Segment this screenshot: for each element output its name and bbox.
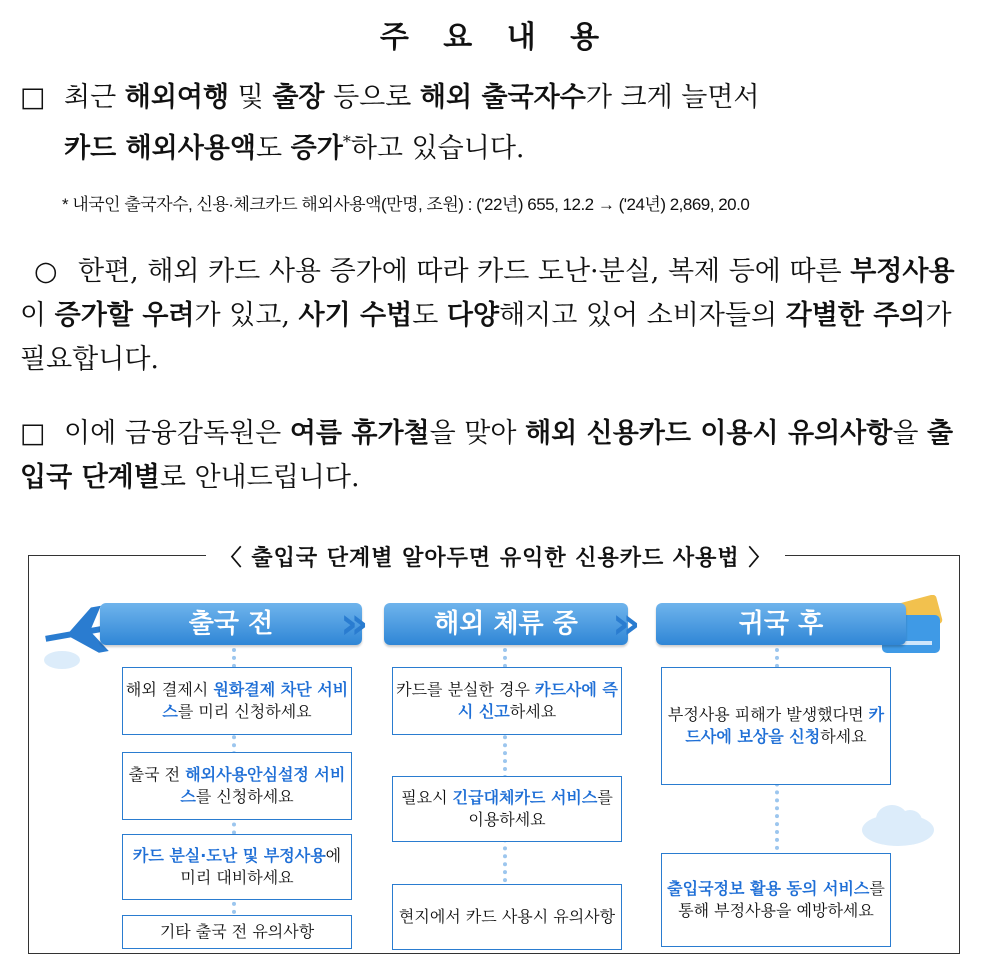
highlight: 원화결제 차단 서비스 — [162, 680, 349, 721]
emphasis: 해외여행 — [124, 82, 230, 113]
emphasis: 해외 출국자수 — [419, 82, 586, 113]
text: 에 미리 대비하세요 — [180, 846, 342, 887]
highlight: 해외사용안심설정 서비스 — [180, 765, 346, 806]
tip-box — [661, 667, 891, 785]
emphasis: 해외 신용카드 이용시 유의사항 — [525, 418, 893, 449]
page-title: 주 요 내 용 — [379, 20, 612, 55]
tip-box — [392, 667, 622, 735]
text: 도 — [255, 133, 291, 164]
tip-box — [122, 915, 352, 949]
tip-box — [122, 834, 352, 900]
highlight: 카드 분실·도난 및 부정사용 — [132, 846, 326, 865]
text: 부정사용 피해가 발생했다면 — [667, 705, 869, 724]
text: 을 맞아 — [429, 418, 526, 449]
text: 현지에서 카드 사용시 유의사항 — [398, 907, 616, 926]
text: 하고 있습니다. — [350, 133, 525, 164]
text: 등으로 — [324, 82, 420, 113]
text: 가 있고, — [194, 300, 299, 331]
text: 이에 금융감독원은 — [64, 418, 290, 449]
emphasis: 출장 — [272, 82, 325, 113]
emphasis: 증가 — [290, 133, 343, 164]
text: 해외 결제시 — [125, 680, 214, 699]
footnote: * 내국인 출국자수, 신용·체크카드 해외사용액(만명, 조원) : ('22년) 655, 12.2 → ('24년) 2,869, 20.0 — [62, 195, 750, 214]
text: 이 — [20, 300, 55, 331]
stage-abroad: 해외 체류 중 — [384, 603, 628, 645]
emphasis: 각별한 주의 — [785, 300, 926, 331]
emphasis: 증가할 우려 — [54, 300, 195, 331]
chevron-right-icon: » — [612, 598, 641, 649]
paragraph-1 — [20, 76, 975, 171]
tip-box — [122, 752, 352, 820]
text: 로 안내드립니다. — [159, 462, 360, 493]
text: 를 통해 부정사용을 예방하세요 — [678, 879, 885, 920]
tip-box — [392, 884, 622, 950]
text: 하세요 — [509, 702, 557, 721]
text: 를 미리 신청하세요 — [177, 702, 312, 721]
emphasis: 사기 수법 — [298, 300, 413, 331]
paragraph-3 — [20, 412, 975, 500]
highlight: 카드사에 보상을 신청 — [685, 705, 885, 746]
emphasis: 부정사용 — [850, 256, 955, 287]
emphasis: 다양 — [446, 300, 500, 331]
text: 를 이용하세요 — [468, 788, 613, 829]
highlight: 긴급대체카드 서비스 — [452, 788, 598, 807]
tip-box — [122, 667, 352, 735]
emphasis: 여름 휴가철 — [289, 418, 430, 449]
highlight: 카드사에 즉시 신고 — [457, 680, 618, 721]
text: 해지고 있어 소비자들의 — [499, 300, 786, 331]
text: 을 — [892, 418, 927, 449]
stage-return: 귀국 후 — [656, 603, 906, 645]
emphasis: 카드 해외사용액 — [64, 133, 256, 164]
text: 를 신청하세요 — [195, 787, 294, 806]
infographic-title — [0, 541, 991, 572]
footnote-mark: * — [342, 132, 351, 151]
text: 기타 출국 전 유의사항 — [159, 922, 315, 941]
checkbox-bullet: □ — [20, 82, 46, 113]
stage-departure: 출국 전 — [100, 603, 362, 645]
text: 카드를 분실한 경우 — [396, 680, 536, 699]
text: 가 필요합니다. — [20, 300, 952, 375]
text: 필요시 — [401, 788, 453, 807]
emphasis: 출입국 단계별 — [20, 418, 954, 493]
tip-box — [392, 776, 622, 842]
paragraph-2 — [20, 250, 975, 382]
infographic-title-text: 〈 출입국 단계별 알아두면 유익한 신용카드 사용법 〉 — [206, 546, 786, 571]
text: 출국 전 — [128, 765, 186, 784]
chevron-right-icon: » — [340, 598, 369, 649]
cloud-icon — [858, 795, 938, 850]
checkbox-bullet: □ — [20, 418, 46, 449]
tip-box — [661, 853, 891, 947]
text: 도 — [412, 300, 447, 331]
text: 하세요 — [820, 727, 867, 746]
text: 최근 — [64, 82, 125, 113]
text: 한편, 해외 카드 사용 증가에 따라 카드 도난·분실, 복제 등에 따른 — [78, 256, 851, 287]
text: 가 크게 늘면서 — [585, 82, 760, 113]
circle-bullet: ○ — [34, 256, 58, 287]
highlight: 출입국정보 활용 동의 서비스 — [667, 879, 870, 898]
text: 및 — [229, 82, 273, 113]
